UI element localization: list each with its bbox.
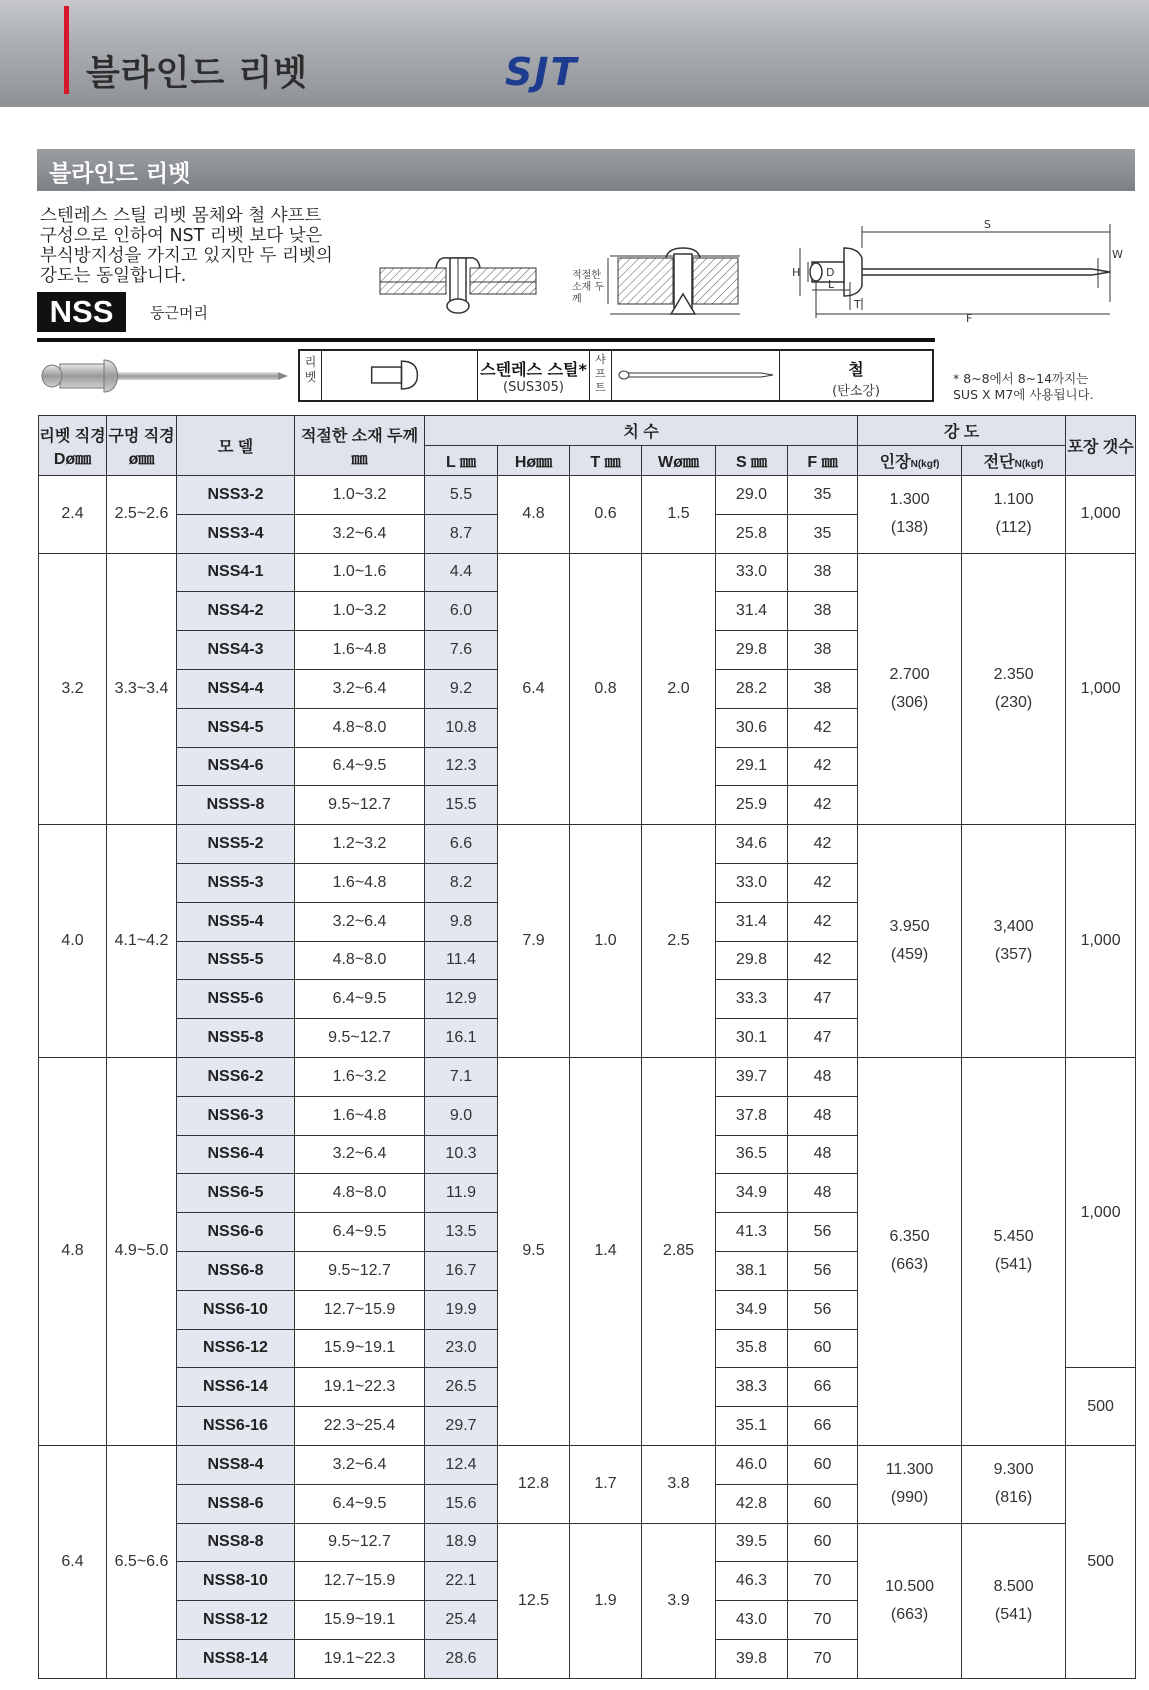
- hole-dia-cell: 2.5~2.6: [107, 476, 177, 554]
- model-cell: NSS8-14: [177, 1639, 295, 1678]
- s-cell: 39.5: [716, 1523, 788, 1562]
- thickness-cell: 1.6~4.8: [295, 863, 425, 902]
- col-s: S ㎜: [716, 446, 788, 476]
- l-cell: 12.4: [425, 1445, 498, 1484]
- model-cell: NSS6-5: [177, 1174, 295, 1213]
- t-cell: 0.6: [570, 476, 642, 554]
- s-cell: 43.0: [716, 1601, 788, 1640]
- f-cell: 60: [788, 1445, 858, 1484]
- t-cell: 1.0: [570, 825, 642, 1058]
- h-cell: 4.8: [498, 476, 570, 554]
- w-cell: 2.5: [642, 825, 716, 1058]
- thickness-cell: 6.4~9.5: [295, 747, 425, 786]
- l-cell: 10.8: [425, 708, 498, 747]
- thickness-cell: 1.2~3.2: [295, 825, 425, 864]
- rivet-photo: [38, 356, 288, 396]
- h-cell: 6.4: [498, 553, 570, 825]
- shear-cell: 3,400 (357): [962, 825, 1066, 1058]
- thickness-cell: 3.2~6.4: [295, 514, 425, 553]
- model-cell: NSS6-8: [177, 1251, 295, 1290]
- col-l: L ㎜: [425, 446, 498, 476]
- l-cell: 15.6: [425, 1484, 498, 1523]
- l-cell: 23.0: [425, 1329, 498, 1368]
- l-cell: 8.2: [425, 863, 498, 902]
- f-cell: 56: [788, 1290, 858, 1329]
- f-cell: 48: [788, 1057, 858, 1096]
- thickness-cell: 9.5~12.7: [295, 1019, 425, 1058]
- thickness-cell: 6.4~9.5: [295, 980, 425, 1019]
- dim-t: T: [854, 298, 861, 311]
- f-cell: 42: [788, 941, 858, 980]
- l-cell: 9.8: [425, 902, 498, 941]
- rivet-label: 리 벳: [300, 351, 322, 400]
- tensile-cell: 1.300 (138): [858, 476, 962, 554]
- product-code-badge: NSS: [37, 292, 126, 332]
- tensile-cell: 11.300 (990): [858, 1445, 962, 1523]
- rivet-dia-cell: 6.4: [39, 1445, 107, 1678]
- model-cell: NSS4-5: [177, 708, 295, 747]
- rivet-dia-cell: 4.8: [39, 1057, 107, 1445]
- rivet-material-cell: [478, 351, 590, 400]
- model-cell: NSSS-8: [177, 786, 295, 825]
- col-t: T ㎜: [570, 446, 642, 476]
- model-cell: NSS6-3: [177, 1096, 295, 1135]
- dimension-diagram: [790, 218, 1130, 326]
- f-cell: 70: [788, 1601, 858, 1640]
- s-cell: 34.9: [716, 1290, 788, 1329]
- l-cell: 6.6: [425, 825, 498, 864]
- packing-cell: 1,000: [1066, 825, 1136, 1058]
- thickness-cell: 4.8~8.0: [295, 1174, 425, 1213]
- s-cell: 33.0: [716, 553, 788, 592]
- l-cell: 16.1: [425, 1019, 498, 1058]
- col-hole-dia: 구멍 직경 ø㎜: [107, 416, 177, 476]
- l-cell: 29.7: [425, 1407, 498, 1446]
- thickness-cell: 15.9~19.1: [295, 1329, 425, 1368]
- l-cell: 9.2: [425, 669, 498, 708]
- shear-cell: 1.100 (112): [962, 476, 1066, 554]
- thickness-cell: 9.5~12.7: [295, 1251, 425, 1290]
- dim-h: H: [792, 266, 801, 279]
- model-cell: NSS4-4: [177, 669, 295, 708]
- model-cell: NSS8-10: [177, 1562, 295, 1601]
- shaft-material: 철: [848, 360, 864, 379]
- l-cell: 11.4: [425, 941, 498, 980]
- l-cell: 22.1: [425, 1562, 498, 1601]
- h-cell: 9.5: [498, 1057, 570, 1445]
- thickness-cell: 12.7~15.9: [295, 1290, 425, 1329]
- model-cell: NSS8-8: [177, 1523, 295, 1562]
- l-cell: 18.9: [425, 1523, 498, 1562]
- hole-dia-cell: 6.5~6.6: [107, 1445, 177, 1678]
- col-dimensions: 치 수: [425, 416, 858, 446]
- f-cell: 66: [788, 1407, 858, 1446]
- shear-cell: 9.300 (816): [962, 1445, 1066, 1523]
- s-cell: 31.4: [716, 902, 788, 941]
- col-f: F ㎜: [788, 446, 858, 476]
- h-cell: 12.5: [498, 1523, 570, 1678]
- section-header: [37, 149, 1135, 191]
- l-cell: 7.6: [425, 631, 498, 670]
- model-cell: NSS5-4: [177, 902, 295, 941]
- model-cell: NSS5-6: [177, 980, 295, 1019]
- footnote: * 8~8에서 8~14까지는 SUS X M7에 사용됩니다.: [953, 371, 1094, 402]
- thickness-cell: 22.3~25.4: [295, 1407, 425, 1446]
- s-cell: 28.2: [716, 669, 788, 708]
- shaft-material-cell: [780, 351, 932, 400]
- t-cell: 1.9: [570, 1523, 642, 1678]
- hole-dia-cell: 4.1~4.2: [107, 825, 177, 1058]
- h-cell: 12.8: [498, 1445, 570, 1523]
- f-cell: 48: [788, 1096, 858, 1135]
- col-packing: 포장 갯수: [1066, 416, 1136, 476]
- s-cell: 29.1: [716, 747, 788, 786]
- s-cell: 33.3: [716, 980, 788, 1019]
- divider: [37, 338, 935, 342]
- col-h: Hø㎜: [498, 446, 570, 476]
- s-cell: 39.8: [716, 1639, 788, 1678]
- shear-cell: 5.450 (541): [962, 1057, 1066, 1445]
- col-shear: 전단N(kgf): [962, 446, 1066, 476]
- s-cell: 38.3: [716, 1368, 788, 1407]
- model-cell: NSS8-12: [177, 1601, 295, 1640]
- table-row: [39, 825, 1136, 864]
- model-cell: NSS6-6: [177, 1213, 295, 1252]
- spec-table: [38, 415, 1136, 1679]
- model-cell: NSS4-6: [177, 747, 295, 786]
- table-row: [39, 1057, 1136, 1096]
- f-cell: 48: [788, 1135, 858, 1174]
- rivet-dia-cell: 4.0: [39, 825, 107, 1058]
- page-title: 블라인드 리벳: [86, 54, 309, 94]
- rivet-dia-cell: 2.4: [39, 476, 107, 554]
- f-cell: 42: [788, 708, 858, 747]
- model-cell: NSS8-6: [177, 1484, 295, 1523]
- f-cell: 56: [788, 1251, 858, 1290]
- model-cell: NSS5-3: [177, 863, 295, 902]
- thickness-cell: 3.2~6.4: [295, 669, 425, 708]
- thickness-cell: 9.5~12.7: [295, 1523, 425, 1562]
- f-cell: 42: [788, 825, 858, 864]
- thickness-cell: 19.1~22.3: [295, 1639, 425, 1678]
- s-cell: 39.7: [716, 1057, 788, 1096]
- rivet-icon: [322, 351, 478, 400]
- model-cell: NSS4-3: [177, 631, 295, 670]
- w-cell: 1.5: [642, 476, 716, 554]
- f-cell: 60: [788, 1329, 858, 1368]
- f-cell: 38: [788, 631, 858, 670]
- dim-s: S: [984, 218, 991, 231]
- f-cell: 48: [788, 1174, 858, 1213]
- thickness-cell: 1.0~3.2: [295, 592, 425, 631]
- hole-dia-cell: 4.9~5.0: [107, 1057, 177, 1445]
- l-cell: 12.9: [425, 980, 498, 1019]
- thickness-cell: 9.5~12.7: [295, 786, 425, 825]
- l-cell: 15.5: [425, 786, 498, 825]
- f-cell: 70: [788, 1639, 858, 1678]
- dim-w: W: [1112, 248, 1123, 261]
- s-cell: 46.0: [716, 1445, 788, 1484]
- f-cell: 42: [788, 786, 858, 825]
- dim-d: D: [826, 266, 835, 279]
- col-w: Wø㎜: [642, 446, 716, 476]
- f-cell: 42: [788, 902, 858, 941]
- thickness-cell: 3.2~6.4: [295, 1445, 425, 1484]
- table-row: [39, 476, 1136, 515]
- s-cell: 29.8: [716, 941, 788, 980]
- s-cell: 41.3: [716, 1213, 788, 1252]
- l-cell: 25.4: [425, 1601, 498, 1640]
- tensile-cell: 6.350 (663): [858, 1057, 962, 1445]
- w-cell: 2.85: [642, 1057, 716, 1445]
- l-cell: 6.0: [425, 592, 498, 631]
- thickness-cell: 19.1~22.3: [295, 1368, 425, 1407]
- dim-f: F: [966, 312, 973, 325]
- tensile-cell: 10.500 (663): [858, 1523, 962, 1678]
- s-cell: 30.6: [716, 708, 788, 747]
- col-model: 모 델: [177, 416, 295, 476]
- model-cell: NSS6-2: [177, 1057, 295, 1096]
- table-row: [39, 1523, 1136, 1562]
- model-cell: NSS6-12: [177, 1329, 295, 1368]
- w-cell: 3.9: [642, 1523, 716, 1678]
- s-cell: 25.9: [716, 786, 788, 825]
- thickness-cell: 1.6~4.8: [295, 631, 425, 670]
- thickness-cell: 1.0~3.2: [295, 476, 425, 515]
- l-cell: 11.9: [425, 1174, 498, 1213]
- l-cell: 7.1: [425, 1057, 498, 1096]
- thickness-cell: 6.4~9.5: [295, 1213, 425, 1252]
- packing-cell: 1,000: [1066, 476, 1136, 554]
- header-banner: [0, 0, 1149, 107]
- w-cell: 2.0: [642, 553, 716, 825]
- f-cell: 47: [788, 980, 858, 1019]
- s-cell: 34.6: [716, 825, 788, 864]
- f-cell: 35: [788, 476, 858, 515]
- rivet-material: 스텐레스 스틸*: [480, 360, 587, 379]
- model-cell: NSS6-4: [177, 1135, 295, 1174]
- material-spec-box: [298, 349, 934, 402]
- f-cell: 42: [788, 863, 858, 902]
- hole-dia-cell: 3.3~3.4: [107, 553, 177, 825]
- l-cell: 10.3: [425, 1135, 498, 1174]
- model-cell: NSS6-10: [177, 1290, 295, 1329]
- model-cell: NSS5-2: [177, 825, 295, 864]
- installation-diagram-1: [378, 250, 538, 320]
- s-cell: 46.3: [716, 1562, 788, 1601]
- packing-cell: 1,000: [1066, 1057, 1136, 1367]
- t-cell: 1.7: [570, 1445, 642, 1523]
- shaft-icon: [612, 351, 780, 400]
- s-cell: 35.1: [716, 1407, 788, 1446]
- packing-cell: 500: [1066, 1445, 1136, 1678]
- shear-cell: 8.500 (541): [962, 1523, 1066, 1678]
- thickness-cell: 1.0~1.6: [295, 553, 425, 592]
- col-thickness: 적절한 소재 두께 ㎜: [295, 416, 425, 476]
- rivet-dia-cell: 3.2: [39, 553, 107, 825]
- model-cell: NSS4-2: [177, 592, 295, 631]
- packing-cell: 500: [1066, 1368, 1136, 1446]
- w-cell: 3.8: [642, 1445, 716, 1523]
- model-cell: NSS4-1: [177, 553, 295, 592]
- col-strength: 강 도: [858, 416, 1066, 446]
- col-tensile: 인장N(kgf): [858, 446, 962, 476]
- thickness-cell: 6.4~9.5: [295, 1484, 425, 1523]
- f-cell: 60: [788, 1484, 858, 1523]
- model-cell: NSS6-16: [177, 1407, 295, 1446]
- l-cell: 9.0: [425, 1096, 498, 1135]
- thickness-cell: 3.2~6.4: [295, 902, 425, 941]
- f-cell: 38: [788, 669, 858, 708]
- thickness-cell: 4.8~8.0: [295, 708, 425, 747]
- thickness-cell: 15.9~19.1: [295, 1601, 425, 1640]
- rivet-grade: (SUS305): [503, 380, 564, 395]
- shaft-label: 샤 프 트: [590, 351, 612, 400]
- table-row: [39, 553, 1136, 592]
- s-cell: 35.8: [716, 1329, 788, 1368]
- thickness-cell: 4.8~8.0: [295, 941, 425, 980]
- shaft-grade: (탄소강): [832, 384, 880, 399]
- h-cell: 7.9: [498, 825, 570, 1058]
- tensile-cell: 3.950 (459): [858, 825, 962, 1058]
- l-cell: 16.7: [425, 1251, 498, 1290]
- l-cell: 19.9: [425, 1290, 498, 1329]
- thickness-cell: 1.6~4.8: [295, 1096, 425, 1135]
- model-cell: NSS5-5: [177, 941, 295, 980]
- s-cell: 38.1: [716, 1251, 788, 1290]
- f-cell: 47: [788, 1019, 858, 1058]
- thickness-cell: 3.2~6.4: [295, 1135, 425, 1174]
- model-cell: NSS5-8: [177, 1019, 295, 1058]
- thickness-cell: 12.7~15.9: [295, 1562, 425, 1601]
- s-cell: 33.0: [716, 863, 788, 902]
- thickness-label: 적절한 소재 두께: [572, 270, 605, 305]
- s-cell: 37.8: [716, 1096, 788, 1135]
- f-cell: 70: [788, 1562, 858, 1601]
- dim-l: L: [828, 278, 835, 291]
- model-cell: NSS3-4: [177, 514, 295, 553]
- section-title: 블라인드 리벳: [49, 161, 191, 187]
- f-cell: 60: [788, 1523, 858, 1562]
- s-cell: 42.8: [716, 1484, 788, 1523]
- packing-cell: 1,000: [1066, 553, 1136, 825]
- t-cell: 1.4: [570, 1057, 642, 1445]
- f-cell: 38: [788, 592, 858, 631]
- table-row: [39, 1445, 1136, 1484]
- f-cell: 56: [788, 1213, 858, 1252]
- s-cell: 29.8: [716, 631, 788, 670]
- spec-table-body: [39, 476, 1136, 1679]
- s-cell: 36.5: [716, 1135, 788, 1174]
- s-cell: 34.9: [716, 1174, 788, 1213]
- s-cell: 29.0: [716, 476, 788, 515]
- l-cell: 4.4: [425, 553, 498, 592]
- tensile-cell: 2.700 (306): [858, 553, 962, 825]
- l-cell: 12.3: [425, 747, 498, 786]
- t-cell: 0.8: [570, 553, 642, 825]
- head-type-label: 둥근머리: [150, 304, 208, 322]
- l-cell: 13.5: [425, 1213, 498, 1252]
- model-cell: NSS8-4: [177, 1445, 295, 1484]
- l-cell: 28.6: [425, 1639, 498, 1678]
- s-cell: 25.8: [716, 514, 788, 553]
- l-cell: 8.7: [425, 514, 498, 553]
- s-cell: 30.1: [716, 1019, 788, 1058]
- l-cell: 26.5: [425, 1368, 498, 1407]
- col-rivet-dia: 리벳 직경 Dø㎜: [39, 416, 107, 476]
- shear-cell: 2.350 (230): [962, 553, 1066, 825]
- product-description: 스텐레스 스틸 리벳 몸체와 철 샤프트 구성으로 인하여 NST 리벳 보다 낮은 부식방지성을 가지고 있지만 두 리벳의 강도는 동일합니다.: [40, 206, 333, 286]
- f-cell: 42: [788, 747, 858, 786]
- thickness-cell: 1.6~3.2: [295, 1057, 425, 1096]
- f-cell: 66: [788, 1368, 858, 1407]
- model-cell: NSS6-14: [177, 1368, 295, 1407]
- f-cell: 35: [788, 514, 858, 553]
- brand-logo: SJT: [505, 50, 579, 94]
- f-cell: 38: [788, 553, 858, 592]
- s-cell: 31.4: [716, 592, 788, 631]
- l-cell: 5.5: [425, 476, 498, 515]
- model-cell: NSS3-2: [177, 476, 295, 515]
- accent-bar: [64, 6, 69, 94]
